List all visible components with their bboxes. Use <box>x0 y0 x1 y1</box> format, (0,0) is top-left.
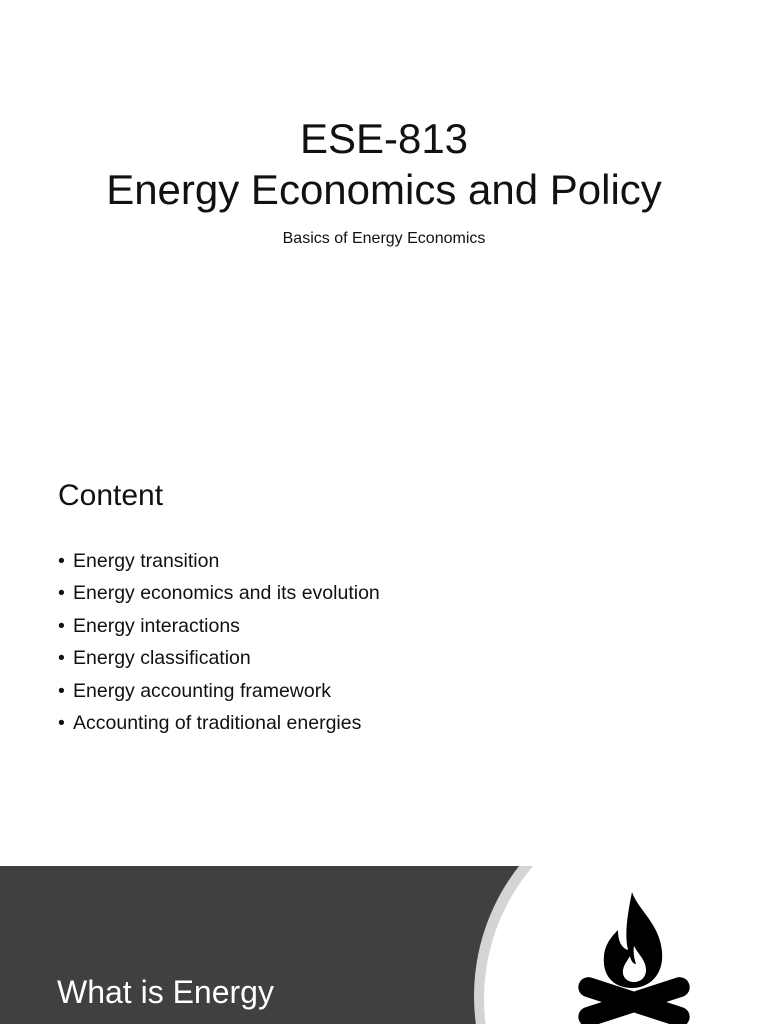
content-list <box>58 545 380 739</box>
bullet-icon: • <box>58 582 65 605</box>
bullet-icon: • <box>58 679 65 702</box>
list-item-text: Energy transition <box>73 550 220 572</box>
content-slide <box>0 432 768 866</box>
course-title: Energy Economics and Policy <box>106 166 662 213</box>
list-item-text: Energy interactions <box>73 614 240 637</box>
bullet-icon: • <box>58 614 65 637</box>
list-item <box>58 610 380 642</box>
bullet-icon: • <box>58 712 65 735</box>
bullet-icon: • <box>58 550 65 572</box>
slide-heading: What is Energy <box>57 974 274 1010</box>
list-item <box>58 642 380 674</box>
bullet-icon: • <box>58 647 65 670</box>
what-is-energy-slide <box>0 866 768 1024</box>
campfire-icon <box>574 890 692 1024</box>
title-slide <box>0 0 768 432</box>
list-item <box>58 545 380 577</box>
list-item <box>58 577 380 609</box>
list-item-text: Energy accounting framework <box>73 679 331 702</box>
list-item <box>58 675 380 707</box>
list-item-text: Accounting of traditional energies <box>73 712 362 735</box>
course-code: ESE-813 <box>299 115 469 162</box>
list-item-text: Energy classification <box>73 647 251 670</box>
list-item-text: Energy economics and its evolution <box>73 582 380 605</box>
list-item <box>58 707 380 739</box>
content-heading: Content <box>58 479 164 512</box>
slide-subtitle: Basics of Energy Economics <box>282 230 486 247</box>
